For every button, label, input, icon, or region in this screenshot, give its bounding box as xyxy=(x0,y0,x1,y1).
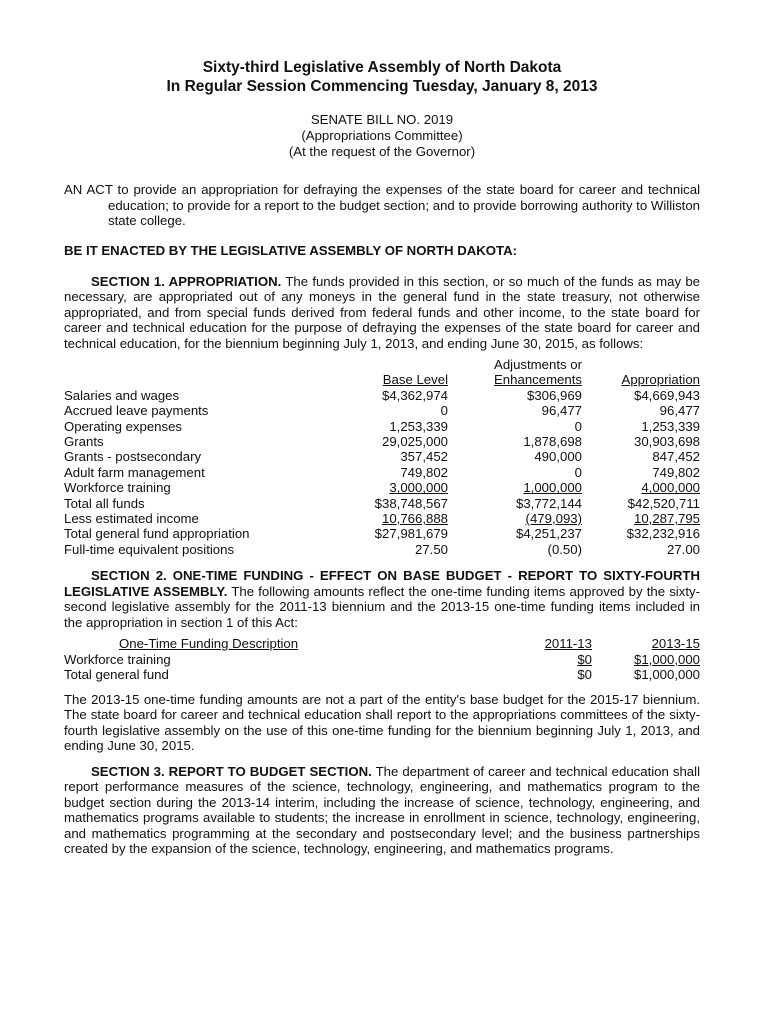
cell-adjustments: 0 xyxy=(574,464,582,480)
row-label: Total general fund appropriation xyxy=(64,526,250,542)
cell-adjustments: (479,093) xyxy=(525,511,582,527)
cell-adjustments: 490,000 xyxy=(534,449,582,465)
cell-2013-15: $1,000,000 xyxy=(633,651,700,667)
cell-appropriation: 96,477 xyxy=(659,403,700,419)
section-1 xyxy=(64,274,700,352)
cell-base-level: $4,362,974 xyxy=(381,387,448,403)
cell-appropriation: 10,287,795 xyxy=(633,511,700,527)
table-row xyxy=(64,652,700,667)
cell-2013-15: $1,000,000 xyxy=(633,667,700,683)
bill-number: SENATE BILL NO. 2019 xyxy=(310,112,454,127)
title-line-2: In Regular Session Commencing Tuesday, January 8, 2013 xyxy=(166,78,598,95)
cell-appropriation: 30,903,698 xyxy=(633,434,700,450)
cell-adjustments: (0.50) xyxy=(547,541,582,557)
row-label: Total general fund xyxy=(64,667,169,683)
row-label: Grants - postsecondary xyxy=(64,449,202,465)
cell-adjustments: $3,772,144 xyxy=(515,495,582,511)
cell-2011-13: $0 xyxy=(577,667,592,683)
title-line-1: Sixty-third Legislative Assembly of North Dakota xyxy=(202,59,562,76)
table-header-row xyxy=(64,357,700,372)
row-label: Total all funds xyxy=(64,495,145,511)
cell-appropriation: 847,452 xyxy=(652,449,700,465)
header-enhancements: Enhancements xyxy=(494,372,582,388)
section-3-text: The department of career and technical education shall report performance measures of the science, technology, engineering, and mathematics program to the budget section during the 2013-14 interim, including the increase of science, technology, engineering, and mathematics programs available to students; the increase in enrollment in science, technology, engineering, and mathematics programming at the secondary and postsecondary level; and the business partnerships created by the expansion of the science, technology, engineering, and mathematics programs. xyxy=(64,763,700,856)
header-description: One-Time Funding Description xyxy=(119,636,299,652)
cell-base-level: $27,981,679 xyxy=(374,526,448,542)
section-3-heading: SECTION 3. REPORT TO BUDGET SECTION. xyxy=(91,763,372,779)
row-label: Workforce training xyxy=(64,480,171,496)
section-3 xyxy=(64,764,700,857)
table-row xyxy=(64,542,700,557)
bill-document xyxy=(64,58,700,857)
section-1-text: The funds provided in this section, or so much of the funds as may be necessary, are appropriated out of any moneys in the general fund in the state treasury, not otherwise appropriated, and from special funds derived from federal funds and other income, to the state board for career and technical education for the purpose of defraying the expenses of the state board for career and technical education, for the biennium beginning July 1, 2013, and ending June 30, 2015, as follows: xyxy=(64,273,700,351)
table-row xyxy=(64,511,700,526)
cell-base-level: 3,000,000 xyxy=(389,480,448,496)
table-row xyxy=(64,434,700,449)
cell-base-level: 0 xyxy=(440,403,448,419)
table-row xyxy=(64,388,700,403)
cell-adjustments: $4,251,237 xyxy=(515,526,582,542)
section-2-text: The following amounts reflect the one-time funding items approved by the sixty-second legislative assembly for the 2011-13 biennium and the 2013-15 one-time funding items included in the appropriation in section 1 of this Act: xyxy=(64,583,700,630)
header-base-level: Base Level xyxy=(382,372,448,388)
cell-base-level: 357,452 xyxy=(400,449,448,465)
enacting-clause: BE IT ENACTED BY THE LEGISLATIVE ASSEMBLY OF NORTH DAKOTA: xyxy=(64,242,518,258)
cell-appropriation: 27.00 xyxy=(666,541,700,557)
section-2 xyxy=(64,568,700,630)
table-header-row xyxy=(64,636,700,651)
cell-adjustments: 0 xyxy=(574,418,582,434)
cell-appropriation: 1,253,339 xyxy=(641,418,700,434)
cell-base-level: 27.50 xyxy=(414,541,448,557)
cell-adjustments: 1,000,000 xyxy=(523,480,582,496)
section-1-heading: SECTION 1. APPROPRIATION. xyxy=(91,273,282,289)
appropriation-table xyxy=(64,357,700,557)
bill-heading xyxy=(64,112,700,160)
table-row xyxy=(64,465,700,480)
row-label: Operating expenses xyxy=(64,418,183,434)
cell-base-level: 1,253,339 xyxy=(389,418,448,434)
row-label: Grants xyxy=(64,434,104,450)
cell-adjustments: 1,878,698 xyxy=(523,434,582,450)
section-2-heading: SECTION 2. ONE-TIME FUNDING - EFFECT ON BASE BUDGET - REPORT TO SIXTY-FOURTH LEGISLATIVE ASSEMBLY. xyxy=(64,568,700,599)
table-header-row xyxy=(64,372,700,387)
cell-base-level: $38,748,567 xyxy=(374,495,448,511)
cell-appropriation: $32,232,916 xyxy=(626,526,700,542)
row-label: Accrued leave payments xyxy=(64,403,209,419)
row-label: Full-time equivalent positions xyxy=(64,541,235,557)
cell-base-level: 29,025,000 xyxy=(381,434,448,450)
header-appropriation: Appropriation xyxy=(621,372,700,388)
cell-appropriation: 749,802 xyxy=(652,464,700,480)
table-row xyxy=(64,403,700,418)
cell-base-level: 10,766,888 xyxy=(381,511,448,527)
cell-adjustments: $306,969 xyxy=(526,387,582,403)
row-label: Workforce training xyxy=(64,651,171,667)
header-2011-13: 2011-13 xyxy=(544,636,592,652)
row-label: Adult farm management xyxy=(64,464,205,480)
table-row xyxy=(64,449,700,464)
cell-base-level: 749,802 xyxy=(400,464,448,480)
cell-adjustments: 96,477 xyxy=(541,403,582,419)
cell-2011-13: $0 xyxy=(577,651,592,667)
one-time-funding-table xyxy=(64,636,700,682)
document-title xyxy=(64,58,700,96)
section-2-note: The 2013-15 one-time funding amounts are not a part of the entity's base budget for the 2015-17 biennium. The state board for career and technical education shall report to the appropriations committees of the sixty-fourth legislative assembly on the use of this one-time funding for the biennium beginning July 1, 2013, and ending June 30, 2015. xyxy=(64,691,700,753)
cell-appropriation: $4,669,943 xyxy=(633,387,700,403)
table-row xyxy=(64,667,700,682)
table-row xyxy=(64,480,700,495)
table-row xyxy=(64,496,700,511)
row-label: Less estimated income xyxy=(64,511,199,527)
table-row xyxy=(64,419,700,434)
cell-appropriation: 4,000,000 xyxy=(641,480,700,496)
row-label: Salaries and wages xyxy=(64,387,180,403)
committee-name: (Appropriations Committee) xyxy=(301,128,463,143)
header-2013-15: 2013-15 xyxy=(651,636,700,652)
cell-appropriation: $42,520,711 xyxy=(627,495,700,511)
table-row xyxy=(64,526,700,541)
act-description: AN ACT to provide an appropriation for defraying the expenses of the state board for career and technical education; to provide for a report to the budget section; and to provide borrowing authority to Williston state college. xyxy=(64,182,700,228)
request-note: (At the request of the Governor) xyxy=(288,144,476,159)
header-adjustments-line1: Adjustments or xyxy=(494,357,582,372)
